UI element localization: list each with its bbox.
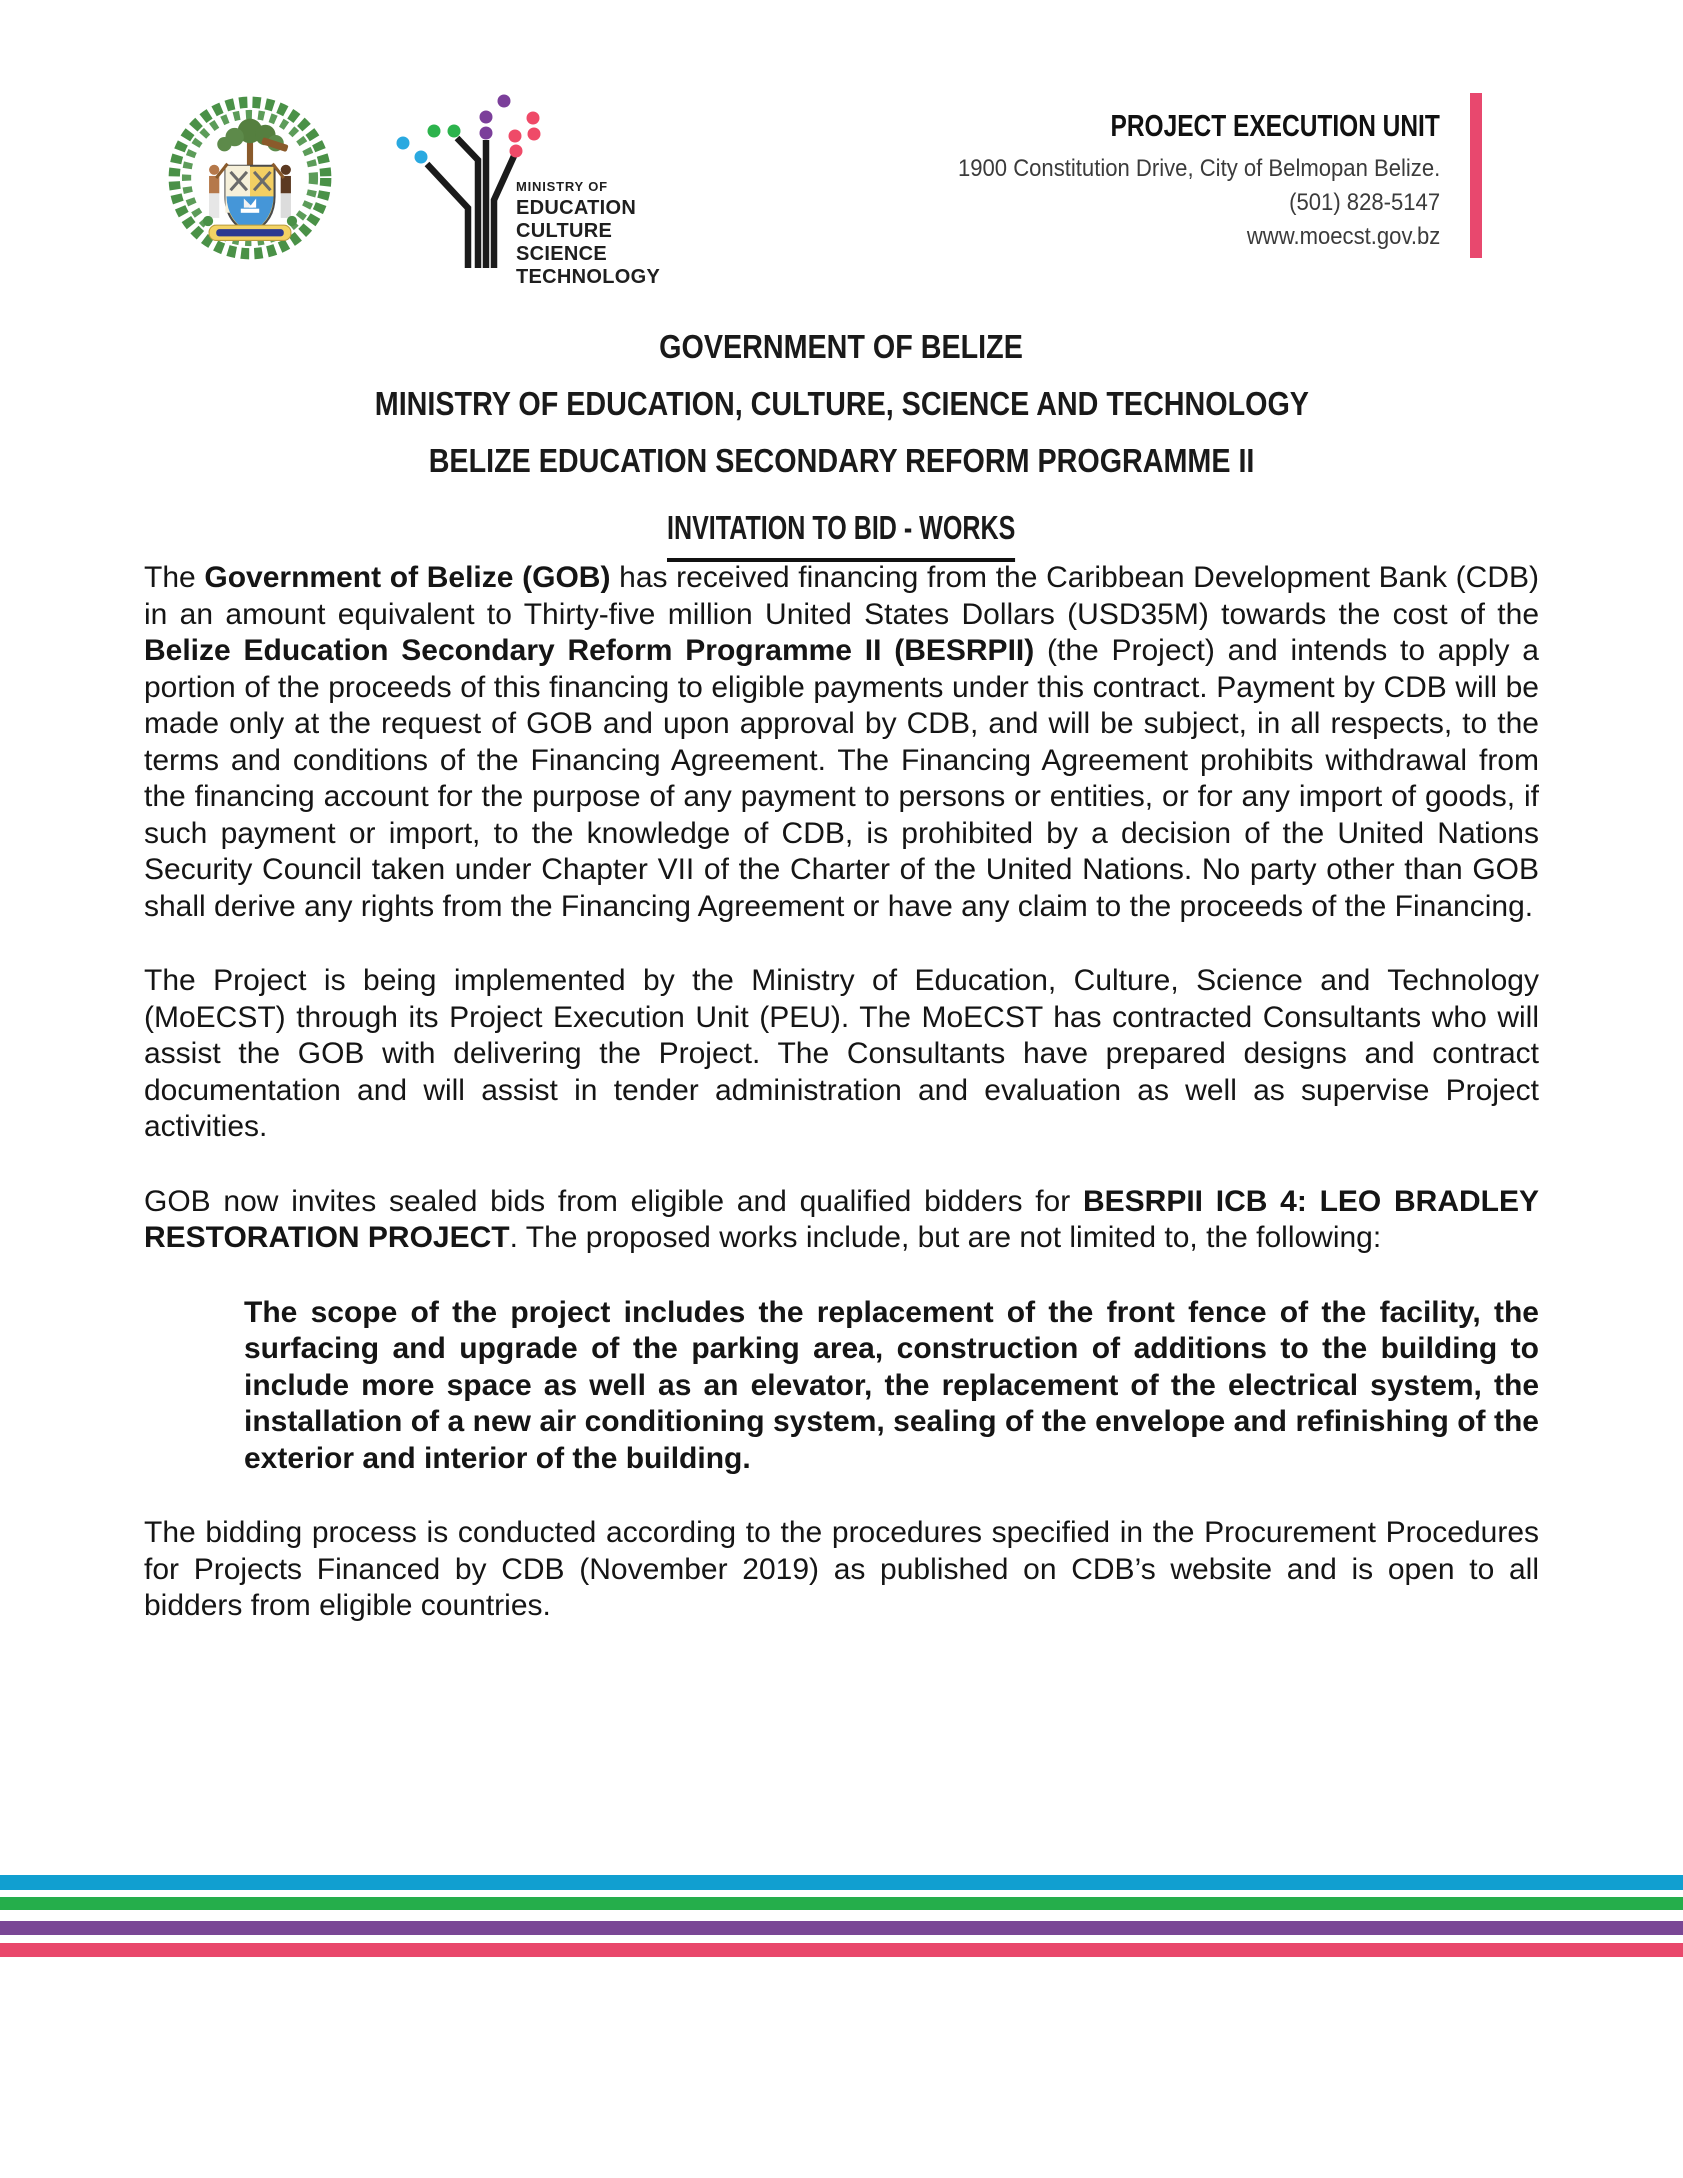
belize-coat-of-arms-logo [163, 88, 337, 268]
moecst-logo-text [516, 180, 660, 290]
moecst-line-science: SCIENCE [516, 243, 608, 265]
accent-bar [1470, 93, 1482, 258]
paragraphs [144, 560, 1539, 1663]
title-ministry: MINISTRY OF EDUCATION, CULTURE, SCIENCE AND TECHNOLOGY [374, 385, 1309, 422]
peu-contact-block [916, 108, 1440, 254]
footer-stripe-pink [0, 1943, 1683, 1957]
peu-website: www.moecst.gov.bz [1246, 223, 1440, 250]
title-block [0, 318, 1683, 556]
title-programme: BELIZE EDUCATION SECONDARY REFORM PROGRAMME II [428, 442, 1255, 479]
footer-stripe-purple [0, 1921, 1683, 1935]
footer-stripe-blue [0, 1875, 1683, 1890]
footer-stripe-green [0, 1897, 1683, 1910]
moecst-line-technology: TECHNOLOGY [516, 266, 661, 288]
peu-title: PROJECT EXECUTION UNIT [1110, 108, 1440, 143]
moecst-logo [390, 88, 661, 288]
paragraph: The Government of Belize (GOB) has received financing from the Caribbean Development Bank (CDB) in an amount equivalent to Thirty-five million United States Dollars (USD35M) towards the cost of the Belize Education Secondary Reform Programme II (BESRPII) (the Project) and intends to apply a portion of the proceeds of this financing to eligible payments under this contract. Payment by CDB will be made only at the request of GOB and upon approval by CDB, and will be subject, in all respects, to the terms and conditions of the Financing Agreement. The Financing Agreement prohibits withdrawal from the financing account for the purpose of any payment to persons or entities, or for any import of goods, if such payment or import, to the knowledge of CDB, is prohibited by a decision of the United Nations Security Council taken under Chapter VII of the Charter of the United Nations. No party other than GOB shall derive any rights from the Financing Agreement or have any claim to the proceeds of the Financing. [144, 561, 1539, 923]
subtitle-invitation-to-bid: INVITATION TO BID - WORKS [0, 499, 1683, 556]
peu-phone: (501) 828-5147 [1289, 189, 1440, 216]
paragraph: The bidding process is conducted according to the procedures specified in the Procurement Procedures for Projects Financed by CDB (November 2019) as published on CDB’s website and is open to all bidders from eligible countries. [144, 1516, 1539, 1622]
paragraph: The scope of the project includes the replacement of the front fence of the facility, the surfacing and upgrade of the parking area, construction of additions to the building to include more space as well as an elevator, the replacement of the electrical system, the installation of a new air conditioning system, sealing of the envelope and refinishing of the exterior and interior of the building. [244, 1295, 1539, 1475]
peu-address: 1900 Constitution Drive, City of Belmopan Belize. [957, 155, 1440, 182]
paragraph: GOB now invites sealed bids from eligible and qualified bidders for BESRPII ICB 4: LEO BRADLEY RESTORATION PROJECT. The proposed works include, but are not limited to, the following: [144, 1184, 1540, 1254]
moecst-line-culture: CULTURE [516, 220, 613, 242]
moecst-line-education: EDUCATION [516, 197, 637, 219]
paragraph: The Project is being implemented by the Ministry of Education, Culture, Science and Technology (MoECST) through its Project Execution Unit (PEU). The MoECST has contracted Consultants who will assist the GOB with delivering the Project. The Consultants have prepared designs and contract documentation and will assist in tender administration and evaluation as well as supervise Project activities. [144, 964, 1539, 1143]
title-government-of-belize: GOVERNMENT OF BELIZE [659, 328, 1024, 365]
moecst-line-ministry-of: MINISTRY OF [516, 179, 608, 194]
